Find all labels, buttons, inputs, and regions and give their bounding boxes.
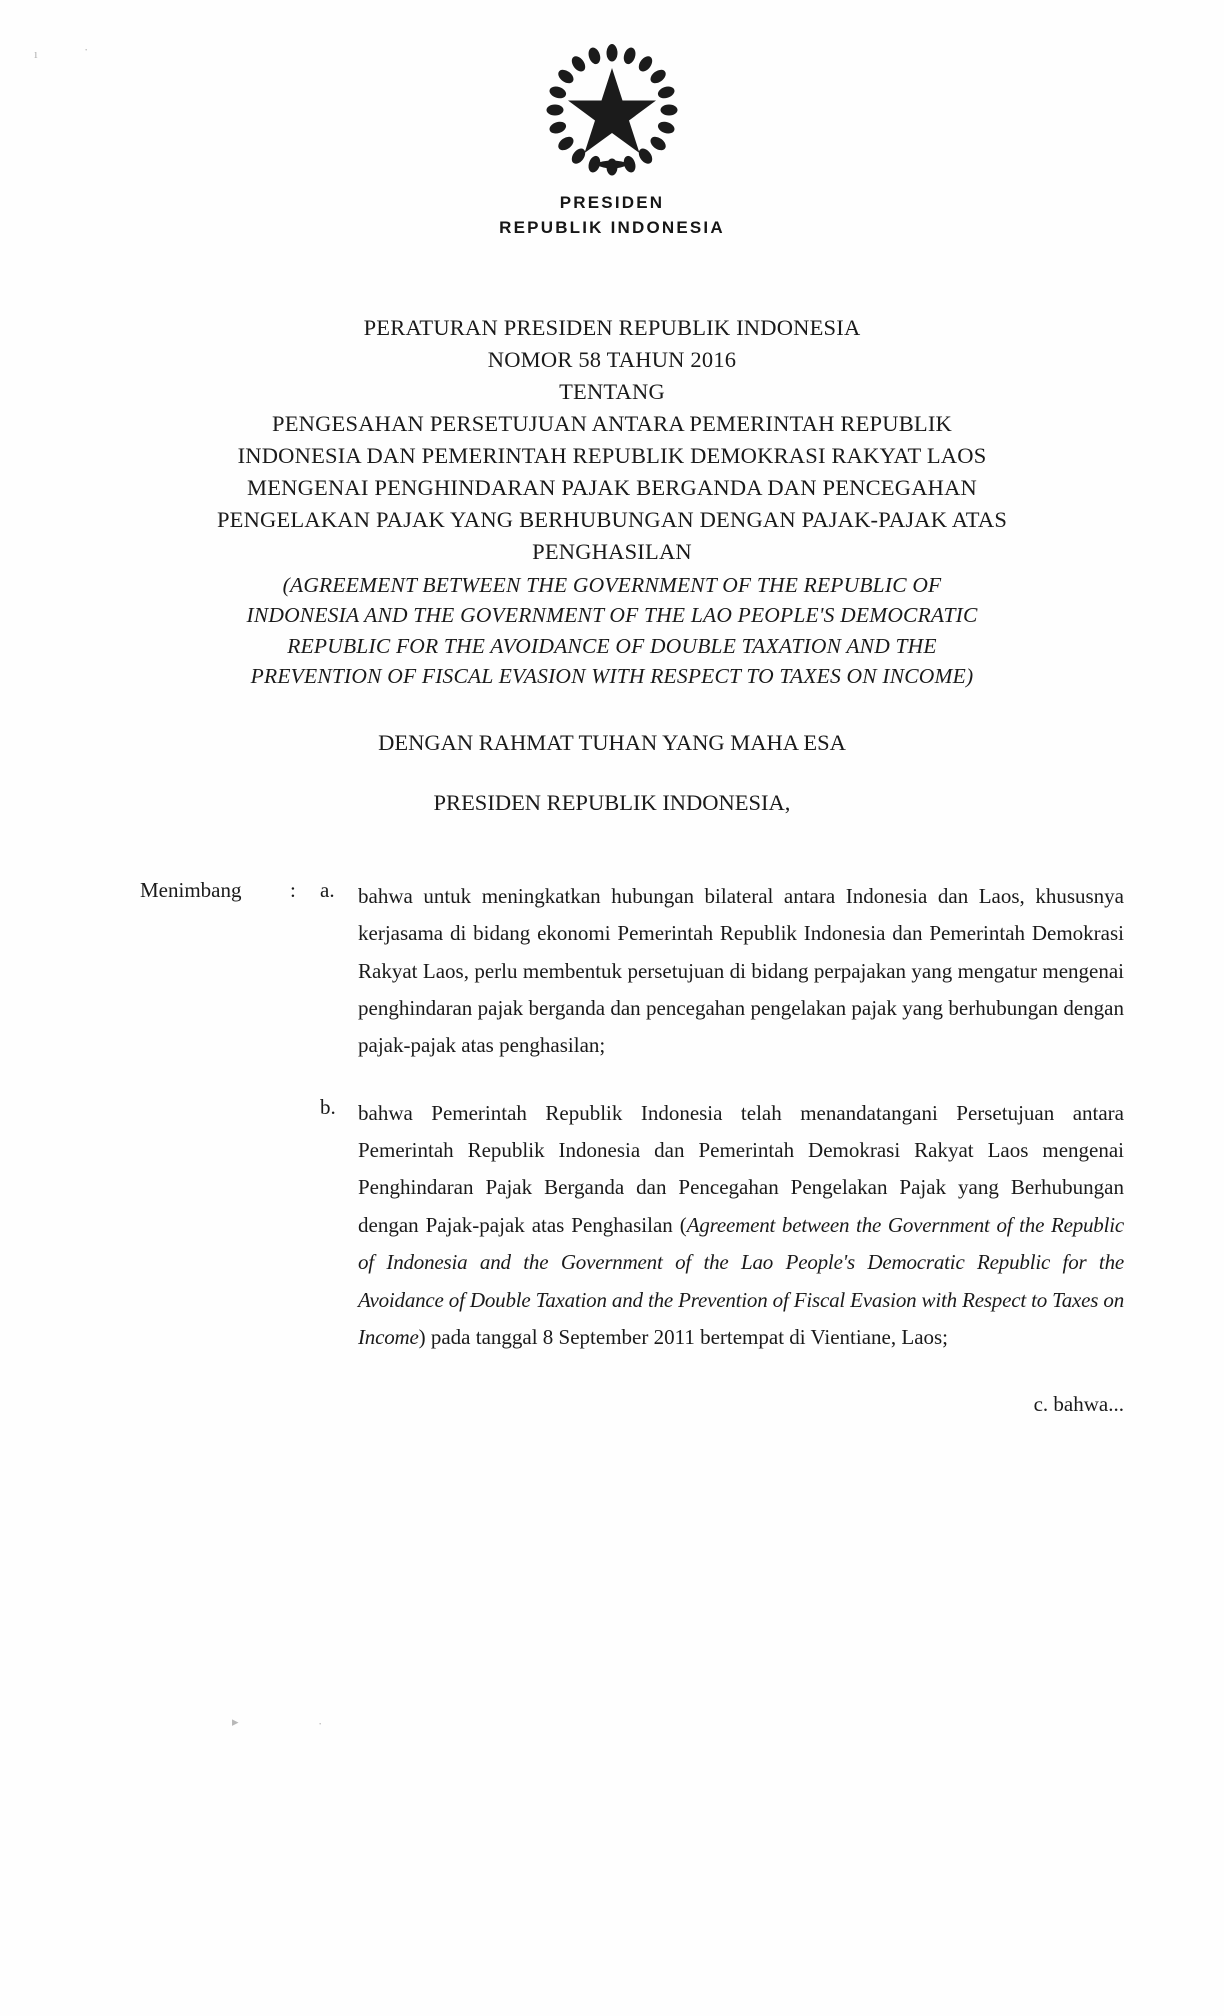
institution-line-1: PRESIDEN: [559, 193, 665, 212]
consideration-text-a: bahwa untuk meningkatkan hubungan bilateral antara Indonesia dan Laos, khususnya kerjasama di bidang ekonomi Pemerintah Republik Indonesia dan Pemerintah Demokrasi Rakyat Laos, perlu membentuk persetujuan di bidang perpajakan yang mengatur mengenai penghindaran pajak berganda dan pencegahan pengelakan pajak yang berhubungan dengan pajak-pajak atas penghasilan;: [358, 883, 1124, 1058]
title-english-line-3: REPUBLIC FOR THE AVOIDANCE OF DOUBLE TAXATION AND THE: [287, 633, 937, 658]
garuda-star-emblem-icon: [542, 40, 682, 180]
emblem-container: [0, 0, 1224, 185]
page-title: [0, 312, 1224, 692]
scan-artifact-mark: ·: [84, 42, 89, 57]
scan-artifact-mark: ı: [34, 46, 38, 61]
title-english: [110, 570, 1114, 692]
consideration-item-b: [140, 1095, 1124, 1357]
considerations-label: Menimbang: [140, 877, 242, 902]
signatory-heading: PRESIDEN REPUBLIK INDONESIA,: [433, 789, 791, 815]
title-english-line-2: INDONESIA AND THE GOVERNMENT OF THE LAO PEOPLE'S DEMOCRATIC: [246, 603, 978, 628]
consideration-text-b-part2: ) pada tanggal 8 September 2011 bertempat di Vientiane, Laos;: [418, 1324, 949, 1349]
consideration-text-b: [358, 1095, 1124, 1357]
title-line-1: PERATURAN PRESIDEN REPUBLIK INDONESIA: [363, 315, 861, 341]
consideration-text-b-part1: bahwa Pemerintah Republik Indonesia telah menandatangani Persetujuan antara Pemerintah Republik Indonesia dan Pemerintah Demokrasi Rakyat Laos mengenai Penghindaran Pajak Berganda dan Pencegahan Pengelakan Pajak yang Berhubungan dengan Pajak-pajak atas Penghasilan (: [358, 1100, 1124, 1237]
scan-artifact-mark: ▸: [232, 1714, 239, 1729]
institution-heading: [0, 191, 1224, 240]
blessing-text: DENGAN RAHMAT TUHAN YANG MAHA ESA: [378, 729, 846, 755]
title-line-3: TENTANG: [559, 379, 665, 405]
title-line-4: PENGESAHAN PERSETUJUAN ANTARA PEMERINTAH REPUBLIK: [272, 411, 952, 437]
scan-artifact-mark: ·: [318, 1716, 323, 1731]
title-english-line-4: PREVENTION OF FISCAL EVASION WITH RESPECT TO TAXES ON INCOME): [250, 664, 974, 689]
consideration-item-a: [140, 878, 1124, 1065]
considerations-section: [0, 878, 1224, 1357]
title-line-8: PENGHASILAN: [532, 538, 692, 564]
consideration-text-b-italic: Agreement between the Government of the Republic of Indonesia and the Government of the Lao People's Democratic Republic for the Avoidance of Double Taxation and the Prevention of Fiscal Evasion with Respect to Taxes on Income: [358, 1212, 1124, 1349]
consideration-letter-a: a.: [320, 877, 335, 902]
continuation-note: c. bahwa...: [1033, 1392, 1124, 1417]
title-line-6: MENGENAI PENGHINDARAN PAJAK BERGANDA DAN PENCEGAHAN: [246, 474, 977, 500]
title-line-7: PENGELAKAN PAJAK YANG BERHUBUNGAN DENGAN PAJAK-PAJAK ATAS: [216, 506, 1008, 532]
considerations-colon: :: [290, 877, 296, 902]
title-line-5: INDONESIA DAN PEMERINTAH REPUBLIK DEMOKRASI RAKYAT LAOS: [237, 443, 987, 469]
institution-line-2: REPUBLIK INDONESIA: [499, 217, 725, 237]
title-line-2: NOMOR 58 TAHUN 2016: [487, 347, 737, 373]
title-english-line-1: (AGREEMENT BETWEEN THE GOVERNMENT OF THE REPUBLIC OF: [282, 572, 942, 597]
consideration-letter-b: b.: [320, 1094, 336, 1119]
